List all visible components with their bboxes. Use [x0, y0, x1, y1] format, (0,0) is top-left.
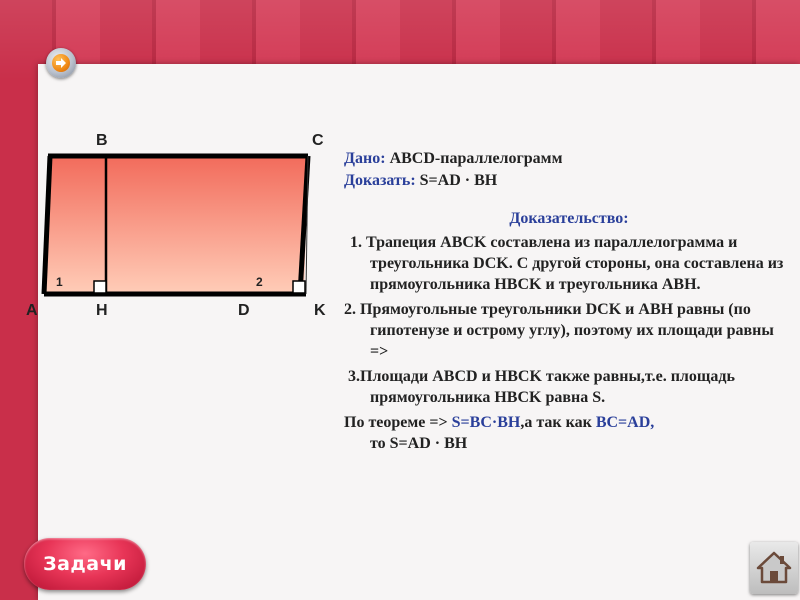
- label-k: K: [314, 302, 326, 319]
- proof-text: [344, 148, 784, 458]
- proof-conclusion: [344, 412, 784, 454]
- tasks-button[interactable]: Задачи: [24, 538, 146, 590]
- proof-title: Доказательство:: [509, 210, 629, 227]
- label-h: H: [96, 302, 108, 319]
- home-icon: [754, 548, 794, 588]
- given-key: Дано:: [344, 150, 386, 167]
- label-d: D: [238, 302, 250, 319]
- next-slide-button[interactable]: [46, 48, 76, 78]
- angle-1-label: 1: [56, 275, 63, 289]
- conclusion-part-a: По теореме =>: [344, 414, 452, 431]
- conclusion-equality: BC=AD,: [595, 414, 655, 431]
- label-a: A: [26, 302, 38, 319]
- given-value: ABCD-параллелограмм: [385, 150, 563, 167]
- prove-key: Доказать:: [344, 172, 416, 189]
- right-angle-h: [94, 281, 106, 293]
- angle-2-label: 2: [256, 275, 263, 289]
- trapezoid-abck: [44, 156, 308, 294]
- right-angle-k: [293, 281, 305, 293]
- proof-step-2: 2. Прямоугольные треугольники DCK и ABH равны (по гипотенузе и острому углу), поэтому их площади равны =>: [344, 301, 774, 360]
- diagram-svg: [20, 130, 340, 330]
- given-line: [344, 148, 784, 170]
- label-b: B: [96, 132, 108, 149]
- conclusion-result: то S=AD · BH: [370, 435, 468, 452]
- conclusion-formula: S=BC·BH: [451, 414, 521, 431]
- label-c: C: [312, 132, 324, 149]
- prove-line: [344, 170, 784, 192]
- home-button[interactable]: [750, 542, 798, 594]
- parallelogram-diagram: [20, 130, 340, 330]
- arrow-right-glyph: [46, 48, 76, 78]
- prove-value: S=AD · BH: [415, 172, 498, 189]
- conclusion-part-c: ,а так как: [520, 414, 596, 431]
- proof-step-1: 1. Трапеция ABCK составлена из параллелограмма и треугольника DCK. С другой стороны, она составлена из прямоугольника HBCK и треугольника ABH.: [350, 234, 784, 293]
- proof-step-3: 3.Площади ABCD и HBCK также равны,т.е. площадь прямоугольника HBCK равна S.: [348, 368, 735, 406]
